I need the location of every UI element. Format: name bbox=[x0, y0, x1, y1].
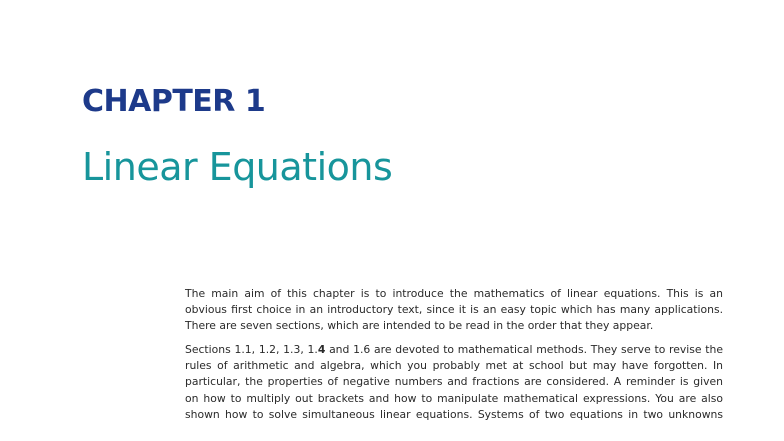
intro-paragraph-1 bbox=[185, 286, 723, 334]
bold-text-run: 4 bbox=[317, 343, 326, 357]
chapter-title: Linear Equations bbox=[82, 145, 393, 189]
text-line: There are seven sections, which are intended to be read in the order that they appear. bbox=[185, 319, 654, 333]
text-line: obvious first choice in an introductory text, since it is an easy topic which has many applications. bbox=[185, 303, 723, 317]
text-run: and 1.6 are devoted to mathematical methods. They serve to revise the bbox=[325, 343, 724, 357]
chapter-intro bbox=[185, 286, 723, 423]
chapter-label: CHAPTER 1 bbox=[82, 84, 266, 119]
text-line: on how to multiply out brackets and how to manipulate mathematical expressions. You are also bbox=[185, 391, 723, 405]
text-line: shown how to solve simultaneous linear equations. Systems of two equations in two unknowns bbox=[185, 407, 723, 421]
text-line: The main aim of this chapter is to introduce the mathematics of linear equations. This is an bbox=[185, 287, 723, 300]
intro-paragraph-2 bbox=[185, 342, 723, 422]
text-run: Sections 1.1, 1.2, 1.3, 1. bbox=[185, 343, 318, 357]
text-line: particular, the properties of negative numbers and fractions are considered. A reminder is given bbox=[185, 375, 723, 389]
text-line bbox=[185, 342, 723, 358]
text-line: rules of arithmetic and algebra, which you probably met at school but may have forgotten. In bbox=[185, 359, 723, 373]
